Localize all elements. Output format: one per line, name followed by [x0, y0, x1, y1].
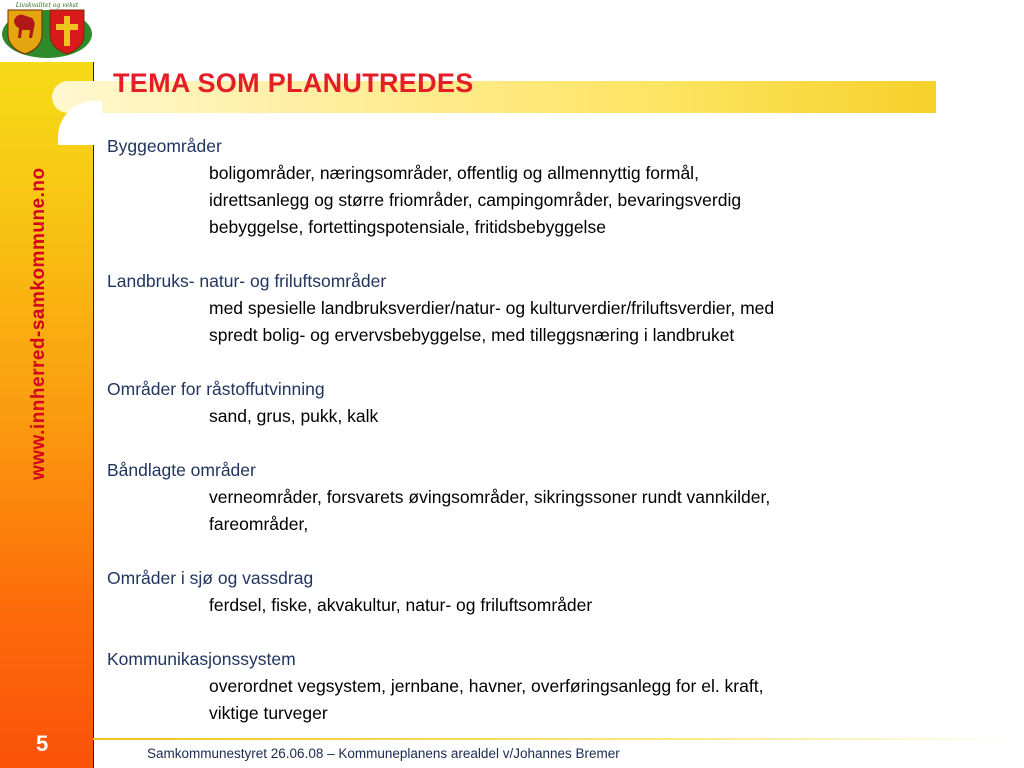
section-heading: Båndlagte områder [107, 460, 256, 480]
section-line: ferdsel, fiske, akvakultur, natur- og friluftsområder [209, 595, 593, 615]
section-line: bebyggelse, fortettingspotensiale, fritidsbebyggelse [209, 217, 606, 237]
content [107, 133, 1007, 754]
section-heading: Byggeområder [107, 136, 222, 156]
section-line: overordnet vegsystem, jernbane, havner, overføringsanlegg for el. kraft, [209, 676, 764, 696]
section-heading: Kommunikasjonssystem [107, 649, 296, 669]
section-line: viktige turveger [209, 703, 328, 723]
coat-of-arms-logo [0, 0, 94, 62]
section-kommunikasjon [107, 646, 1007, 727]
section-bandlagte [107, 457, 1007, 538]
section-heading: Områder for råstoffutvinning [107, 379, 325, 399]
slide-number: 5 [36, 731, 49, 756]
section-rastoff [107, 376, 1007, 430]
section-heading: Landbruks- natur- og friluftsområder [107, 271, 387, 291]
section-line: fareområder, [209, 514, 309, 534]
section-byggeomrader [107, 133, 1007, 241]
section-line: boligområder, næringsområder, offentlig og allmennyttig formål, [209, 163, 699, 183]
section-line: idrettsanlegg og større friområder, campingområder, bevaringsverdig [209, 190, 742, 210]
section-line: spredt bolig- og ervervsbebyggelse, med tilleggsnæring i landbruket [209, 325, 735, 345]
section-heading: Områder i sjø og vassdrag [107, 568, 314, 588]
section-sjo [107, 565, 1007, 619]
sidebar-url: www.innherred-samkommune.no [28, 167, 49, 480]
logo-motto: Livskvalitet og vekst [15, 2, 79, 9]
footer-text: Samkommunestyret 26.06.08 – Kommuneplanens arealdel v/Johannes Bremer [147, 746, 620, 761]
footer-divider [93, 738, 1024, 740]
section-line: verneområder, forsvarets øvingsområder, sikringssoner rundt vannkilder, [209, 487, 771, 507]
section-landbruk [107, 268, 1007, 349]
page-title: TEMA SOM PLANUTREDES [113, 68, 474, 98]
section-line: sand, grus, pukk, kalk [209, 406, 379, 426]
section-line: med spesielle landbruksverdier/natur- og kulturverdier/friluftsverdier, med [209, 298, 775, 318]
